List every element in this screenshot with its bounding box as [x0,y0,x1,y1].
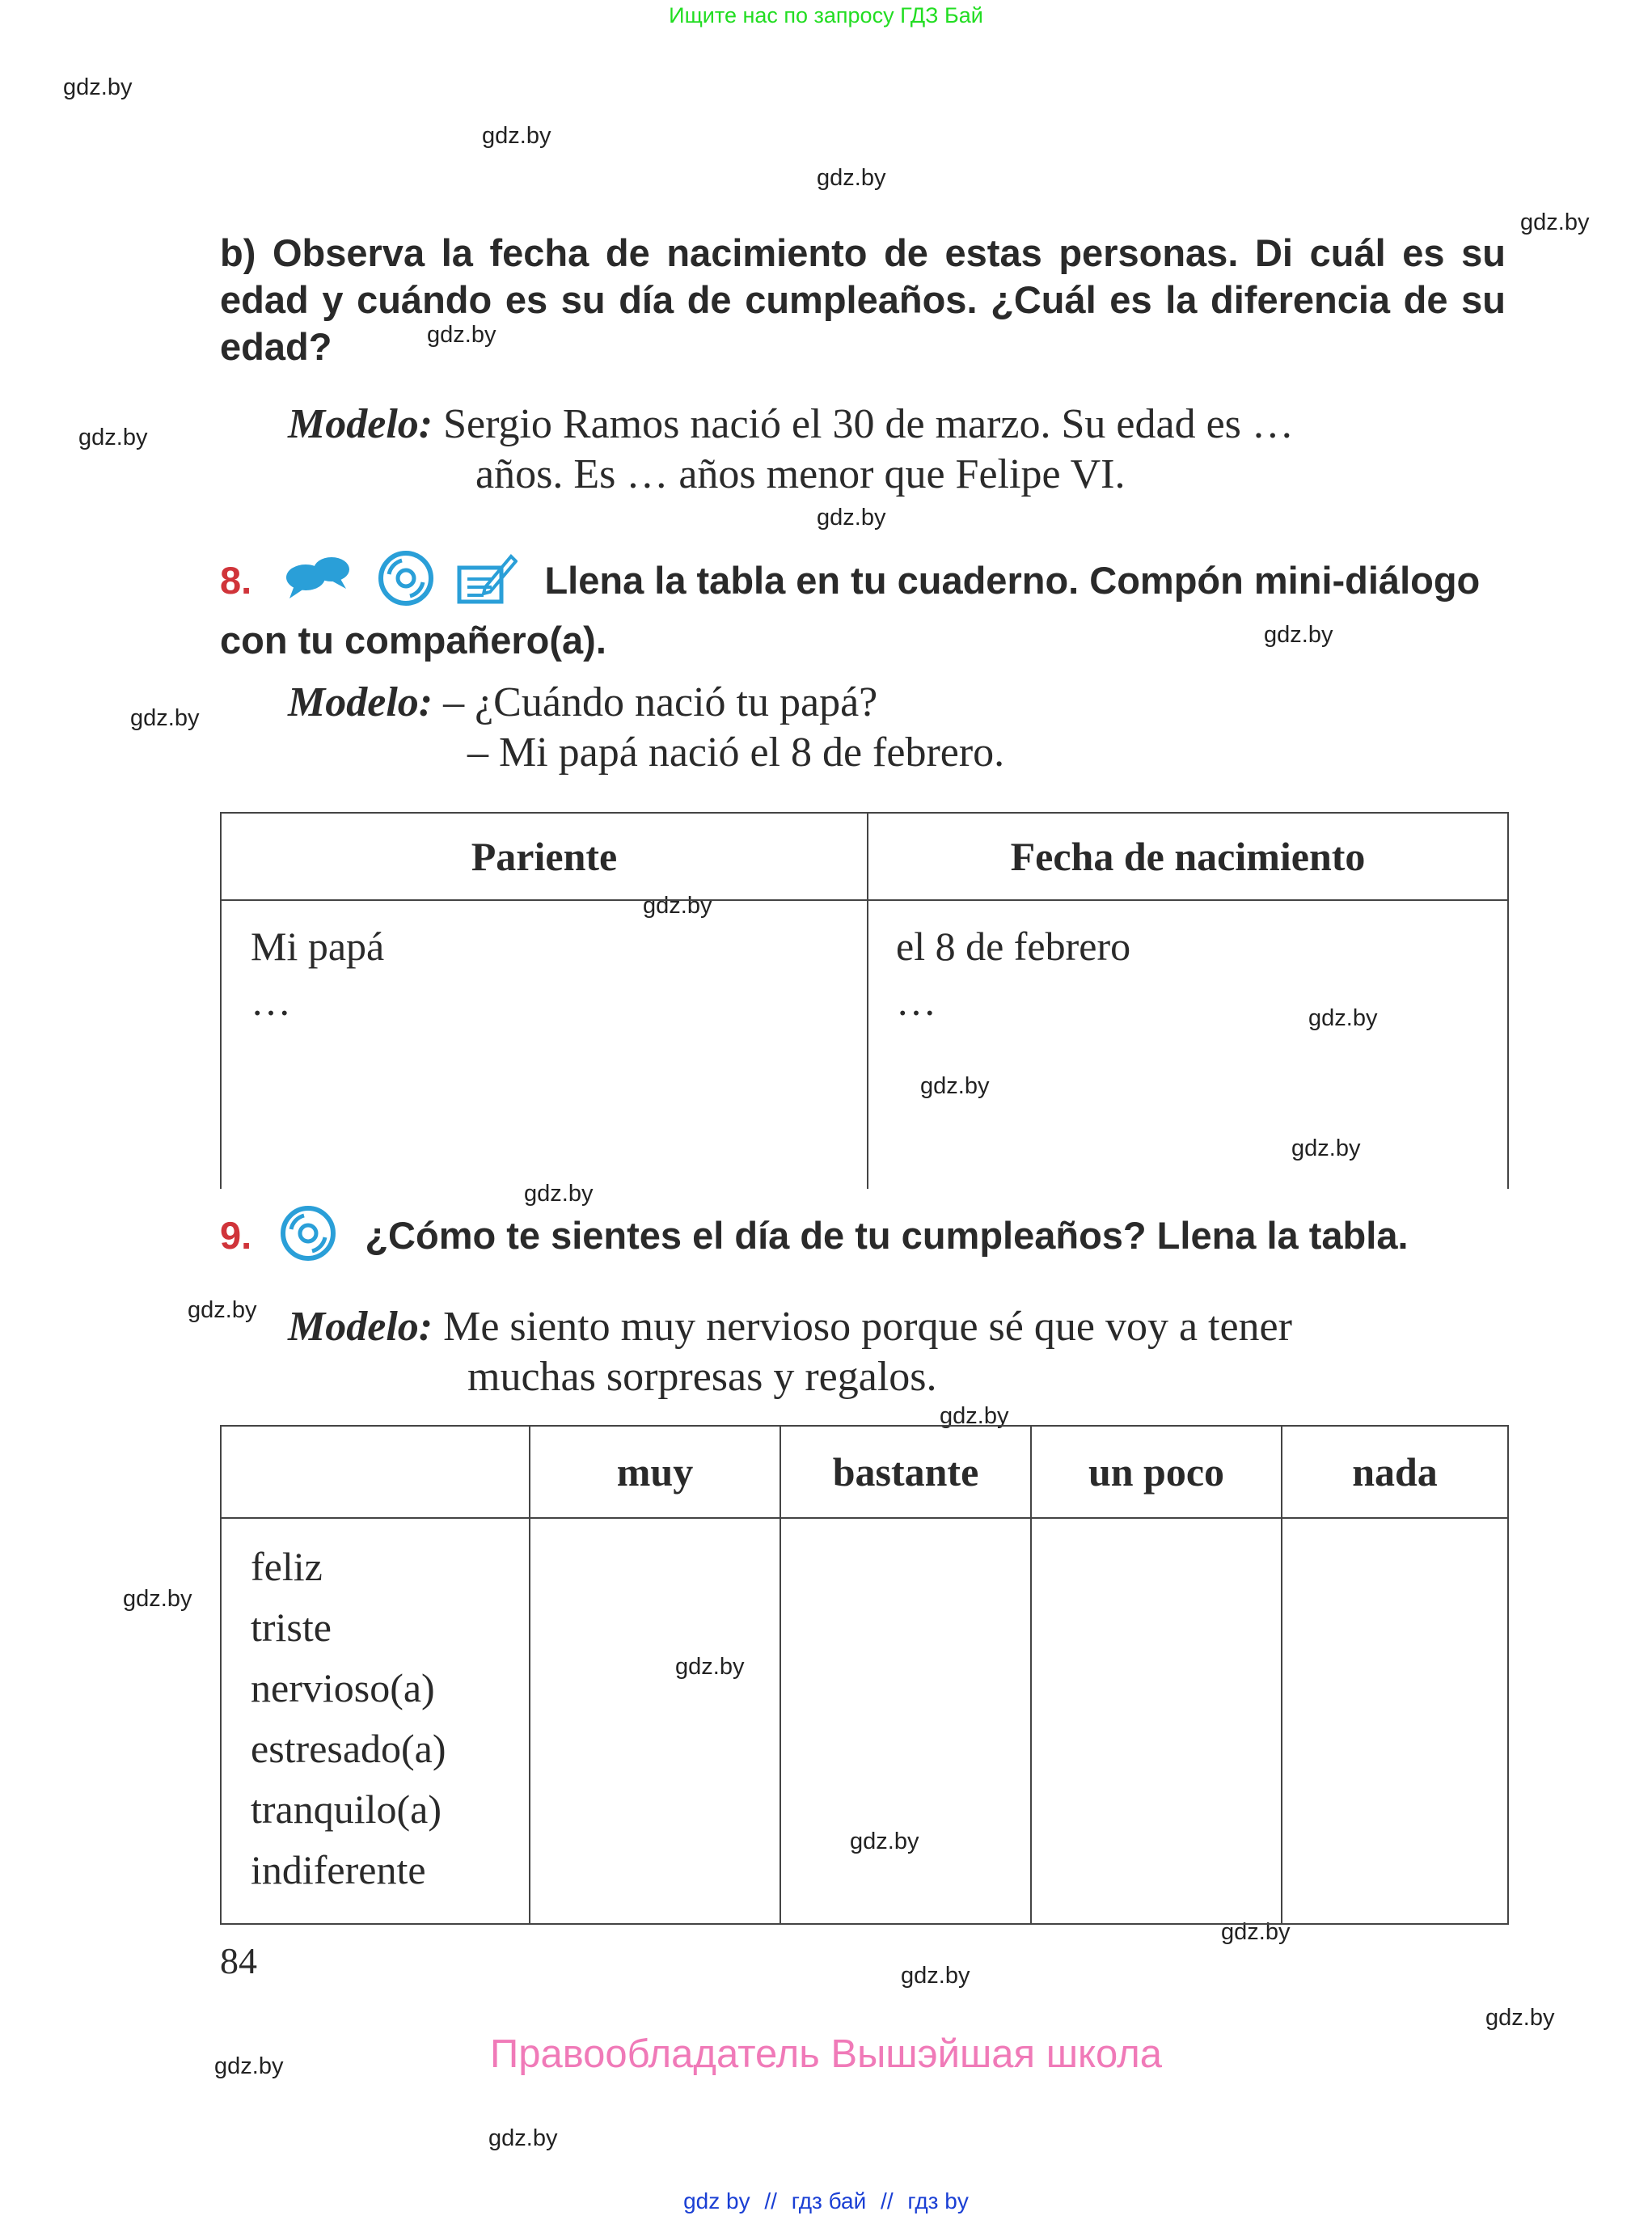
cd-disc-icon [280,1205,336,1272]
watermark: gdz.by [1485,2005,1555,2031]
model-line: – ¿Cuándo nació tu papá? [443,679,878,725]
footer-links [0,2188,1652,2214]
table-cell-text: … [896,979,936,1024]
task-text: Llena la tabla en tu cuaderno. Compón mini-diálogo [544,558,1481,602]
watermark: gdz.by [188,1297,257,1323]
model-line: Me siento muy nervioso porque sé que voy a tener [443,1304,1292,1350]
table-header: muy [530,1426,780,1518]
feeling-label: estresado(a) [251,1726,446,1771]
watermark: gdz.by [850,1829,919,1854]
table-cell [530,1518,780,1924]
table-cell-text: … [251,979,291,1024]
feeling-label: triste [251,1605,332,1650]
copyright: Правообладатель Вышэйшая школа [489,2032,1163,2076]
task-number: 9. [220,1213,252,1257]
model-label: Modelo: [288,401,433,447]
page-number: 84 [220,1940,257,1981]
table-cell [221,900,868,1189]
table-cell [1031,1518,1282,1924]
watermark: gdz.by [214,2053,284,2079]
watermark: gdz.by [1291,1135,1361,1161]
watermark: gdz.by [123,1586,192,1612]
watermark: gdz.by [1264,622,1333,648]
watermark: gdz.by [643,893,712,919]
model-line: años. Es … años menor que Felipe VI. [475,451,1126,497]
model-line: – Mi papá nació el 8 de febrero. [467,729,1005,776]
watermark: gdz.by [427,322,496,348]
relatives-table [220,812,1509,1189]
task-text: ¿Cómo te sientes el día de tu cumpleaños? Llena la tabla. [365,1213,1409,1257]
table-header: un poco [1031,1426,1282,1518]
notebook-pencil-icon [456,550,518,617]
watermark: gdz.by [675,1654,745,1680]
table-header: Pariente [221,813,868,900]
task-b-model [288,400,1509,500]
watermark: gdz.by [78,425,148,450]
top-banner: Ищите нас по запросу ГДЗ Бай [669,3,983,27]
footer-link[interactable]: гдз by [907,2188,969,2213]
watermark: gdz.by [488,2125,558,2151]
feeling-label: tranquilo(a) [251,1786,442,1832]
footer-link[interactable]: гдз бай [791,2188,867,2213]
watermark: gdz.by [1221,1919,1291,1945]
watermark: gdz.by [901,1963,970,1989]
task-number: 8. [220,558,252,602]
table-header: bastante [780,1426,1031,1518]
watermark: gdz.by [940,1403,1009,1429]
table-cell [780,1518,1031,1924]
task-9 [220,1205,1514,1272]
model-label: Modelo: [288,1304,433,1350]
table-cell-text: Mi papá [251,924,385,969]
task-8-model [288,678,1509,778]
task-8 [220,550,1514,664]
speech-bubbles-icon [283,553,353,614]
footer-separator: // [881,2188,894,2213]
footer-separator: // [764,2188,777,2213]
model-line: Sergio Ramos nació el 30 de marzo. Su edad es … [443,401,1294,447]
watermark: gdz.by [817,505,886,531]
table-cell [221,1518,530,1924]
table-header [221,1426,530,1518]
watermark: gdz.by [817,165,886,191]
watermark: gdz.by [63,74,133,100]
watermark: gdz.by [524,1181,594,1207]
model-line: muchas sorpresas y regalos. [467,1354,937,1400]
task-text: con tu compañero(a). [220,619,606,662]
watermark: gdz.by [920,1073,990,1099]
task-9-model [288,1302,1509,1402]
task-b-instructions: b) Observa la fecha de nacimiento de estas personas. Di cuál es su edad y cuándo es su día de cumpleaños. ¿Cuál es la diferencia de su edad? [220,231,1506,368]
watermark: gdz.by [130,705,200,731]
watermark: gdz.by [1520,209,1590,235]
footer-link[interactable]: gdz by [683,2188,750,2213]
table-cell-text: el 8 de febrero [896,924,1131,969]
feeling-label: nervioso(a) [251,1665,435,1710]
watermark: gdz.by [1308,1005,1378,1031]
feeling-label: feliz [251,1544,323,1589]
model-label: Modelo: [288,679,433,725]
feeling-label: indiferente [251,1847,426,1892]
watermark: gdz.by [482,123,551,149]
table-cell [1282,1518,1508,1924]
feelings-table [220,1425,1509,1925]
cd-disc-icon [378,550,434,617]
table-header: Fecha de nacimiento [868,813,1508,900]
table-cell [868,900,1508,1189]
table-header: nada [1282,1426,1508,1518]
